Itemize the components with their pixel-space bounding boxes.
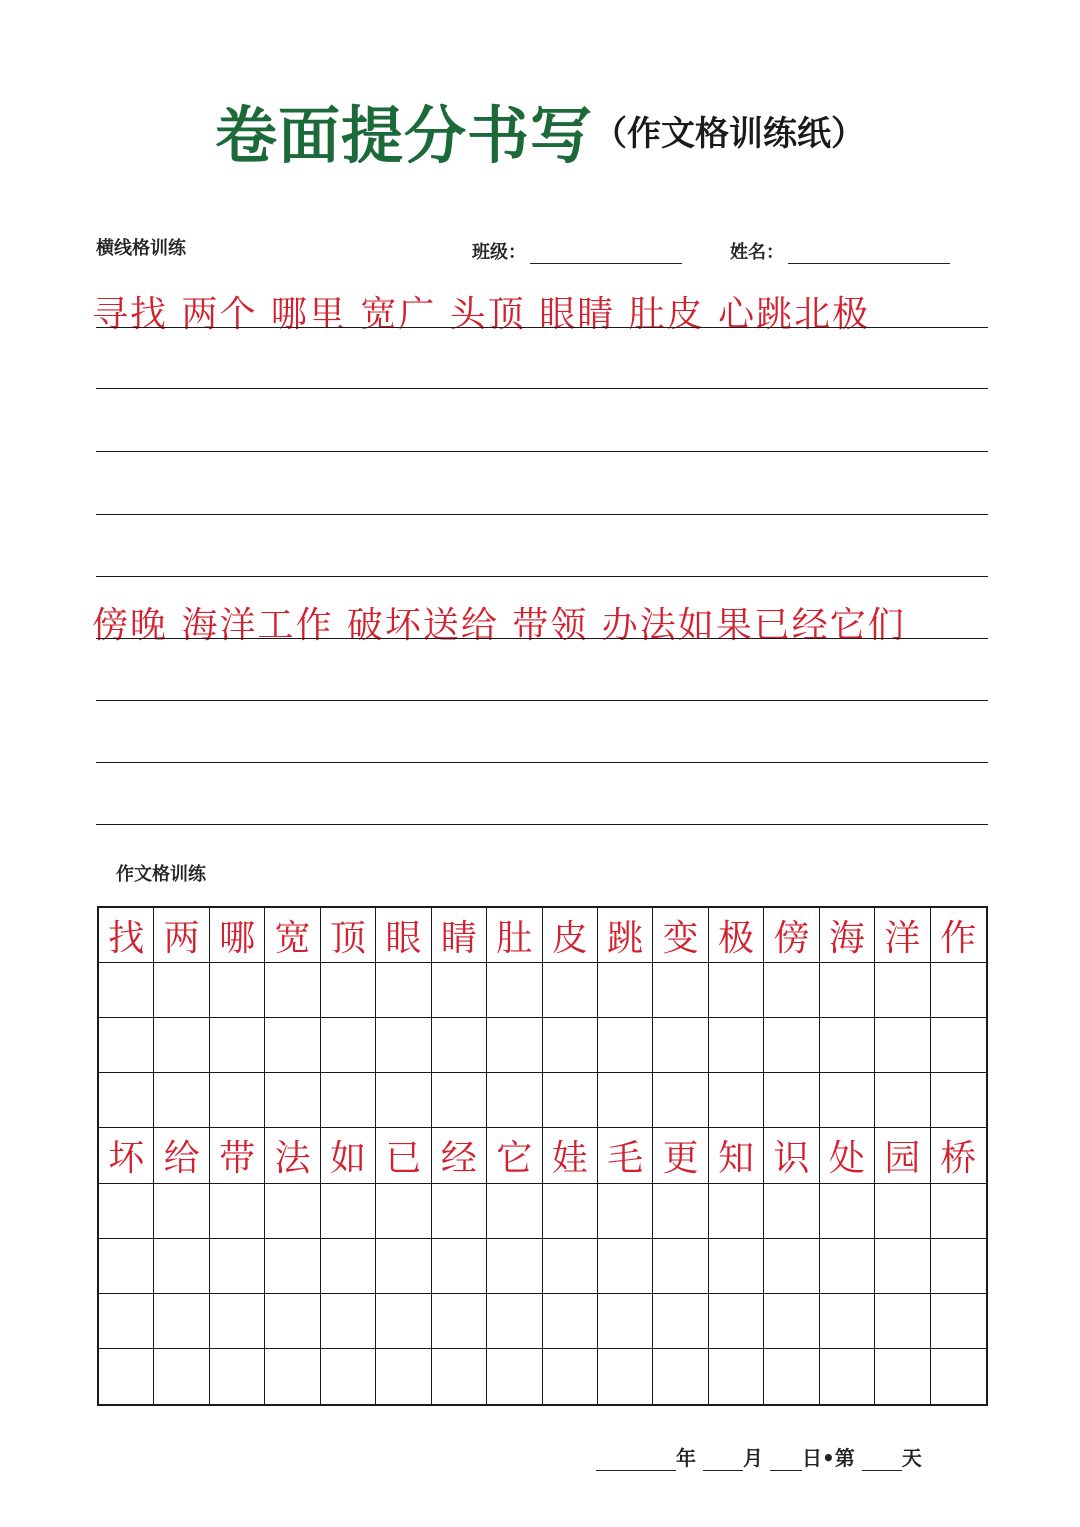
grid-cell[interactable] — [321, 1294, 376, 1349]
grid-cell[interactable] — [931, 1294, 986, 1349]
grid-cell[interactable] — [875, 1239, 930, 1294]
grid-cell[interactable] — [265, 1073, 320, 1128]
grid-cell[interactable] — [321, 1239, 376, 1294]
grid-cell[interactable] — [432, 963, 487, 1018]
class-field[interactable] — [472, 238, 682, 264]
writing-line — [96, 514, 988, 515]
grid-cell[interactable] — [321, 1349, 376, 1404]
grid-cell[interactable] — [820, 1294, 875, 1349]
grid-cell[interactable]: 作 — [931, 908, 986, 963]
grid-cell[interactable]: 肚 — [487, 908, 542, 963]
year-blank[interactable] — [596, 1450, 676, 1471]
day-label: 日 — [801, 1446, 822, 1470]
month-blank[interactable] — [703, 1450, 743, 1471]
grid-cell[interactable] — [487, 1294, 542, 1349]
grid-cell[interactable]: 变 — [653, 908, 708, 963]
grid-cell[interactable]: 知 — [709, 1128, 764, 1183]
grid-cell[interactable] — [598, 1073, 653, 1128]
grid-cell[interactable] — [931, 1239, 986, 1294]
grid-cell[interactable] — [543, 1239, 598, 1294]
grid-cell[interactable] — [99, 1184, 154, 1239]
grid-cell[interactable] — [709, 1294, 764, 1349]
grid-cell[interactable]: 找 — [99, 908, 154, 963]
grid-cell[interactable]: 识 — [764, 1128, 819, 1183]
grid-cell[interactable] — [432, 1018, 487, 1073]
grid-cell[interactable] — [99, 1073, 154, 1128]
grid-cell[interactable] — [598, 1349, 653, 1404]
grid-cell[interactable] — [709, 1018, 764, 1073]
class-blank[interactable] — [530, 243, 682, 264]
grid-cell[interactable]: 跳 — [598, 908, 653, 963]
grid-cell[interactable] — [154, 1239, 209, 1294]
grid-cell[interactable] — [820, 963, 875, 1018]
grid-cell[interactable] — [210, 1184, 265, 1239]
grid-cell[interactable] — [265, 963, 320, 1018]
grid-cell[interactable] — [598, 963, 653, 1018]
grid-cell[interactable] — [265, 1239, 320, 1294]
grid-cell[interactable] — [543, 1073, 598, 1128]
grid-cell[interactable] — [653, 1239, 708, 1294]
grid-cell[interactable] — [709, 1349, 764, 1404]
grid-cell[interactable] — [820, 1018, 875, 1073]
grid-cell[interactable] — [653, 1073, 708, 1128]
grid-cell[interactable]: 娃 — [543, 1128, 598, 1183]
grid-cell[interactable] — [99, 1349, 154, 1404]
grid-cell[interactable] — [487, 1184, 542, 1239]
grid-cell[interactable]: 毛 — [598, 1128, 653, 1183]
grid-cell[interactable]: 已 — [376, 1128, 431, 1183]
handwritten-line-1: 寻找 两个 哪里 宽广 头顶 眼睛 肚皮 心跳北极 — [92, 294, 871, 335]
section-label-lined: 横线格训练 — [96, 238, 186, 259]
grid-cell[interactable]: 宽 — [265, 908, 320, 963]
grid-cell[interactable]: 经 — [432, 1128, 487, 1183]
grid-cell[interactable] — [376, 1294, 431, 1349]
grid-cell[interactable]: 桥 — [931, 1128, 986, 1183]
grid-cell[interactable] — [210, 1073, 265, 1128]
grid-cell[interactable] — [210, 1018, 265, 1073]
grid-cell[interactable] — [99, 1294, 154, 1349]
grid-cell[interactable] — [432, 1294, 487, 1349]
name-field[interactable] — [730, 238, 950, 264]
grid-cell[interactable]: 园 — [875, 1128, 930, 1183]
grid-cell[interactable] — [931, 1018, 986, 1073]
grid-cell[interactable] — [487, 1239, 542, 1294]
grid-cell[interactable] — [764, 1184, 819, 1239]
grid-cell[interactable] — [820, 1184, 875, 1239]
dot-separator: • — [821, 1446, 835, 1470]
grid-cell[interactable] — [875, 1294, 930, 1349]
name-label: 姓名： — [730, 242, 784, 263]
section-label-grid: 作文格训练 — [116, 864, 206, 885]
grid-cell[interactable] — [653, 1349, 708, 1404]
grid-cell[interactable] — [321, 1184, 376, 1239]
writing-line — [96, 388, 988, 389]
date-footer — [596, 1442, 922, 1471]
grid-cell[interactable] — [598, 1018, 653, 1073]
grid-cell[interactable] — [210, 1294, 265, 1349]
grid-cell[interactable] — [376, 1349, 431, 1404]
grid-cell[interactable] — [764, 1294, 819, 1349]
grid-cell[interactable] — [709, 1184, 764, 1239]
grid-cell[interactable] — [99, 1018, 154, 1073]
grid-cell[interactable] — [432, 1184, 487, 1239]
writing-line — [96, 451, 988, 452]
writing-line — [96, 700, 988, 701]
title-main: 卷面提分书写 — [214, 99, 593, 172]
grid-cell[interactable] — [154, 963, 209, 1018]
grid-cell[interactable]: 法 — [265, 1128, 320, 1183]
grid-cell[interactable] — [875, 963, 930, 1018]
writing-line — [96, 824, 988, 825]
class-label: 班级： — [472, 242, 526, 263]
grid-cell[interactable] — [376, 1239, 431, 1294]
grid-cell[interactable] — [487, 1073, 542, 1128]
grid-cell[interactable] — [376, 1184, 431, 1239]
writing-line — [96, 638, 988, 639]
grid-cell[interactable]: 眼 — [376, 908, 431, 963]
day-blank[interactable] — [770, 1450, 802, 1471]
grid-cell[interactable] — [875, 1184, 930, 1239]
grid-cell[interactable] — [376, 1073, 431, 1128]
grid-cell[interactable] — [376, 1018, 431, 1073]
grid-cell[interactable] — [376, 963, 431, 1018]
grid-cell[interactable] — [764, 1239, 819, 1294]
tian-label: 天 — [901, 1446, 922, 1470]
grid-cell[interactable] — [265, 1349, 320, 1404]
grid-cell[interactable] — [154, 1294, 209, 1349]
grid-cell[interactable] — [543, 1294, 598, 1349]
title-subtitle: （作文格训练纸） — [593, 114, 865, 154]
grid-cell[interactable] — [543, 1018, 598, 1073]
grid-cell[interactable] — [931, 963, 986, 1018]
grid-cell[interactable] — [543, 1349, 598, 1404]
grid-cell[interactable] — [487, 1018, 542, 1073]
grid-cell[interactable] — [653, 963, 708, 1018]
grid-cell[interactable] — [598, 1184, 653, 1239]
grid-cell[interactable] — [653, 1184, 708, 1239]
grid-cell[interactable] — [432, 1349, 487, 1404]
grid-cell[interactable]: 顶 — [321, 908, 376, 963]
grid-cell[interactable] — [265, 1018, 320, 1073]
grid-cell[interactable] — [875, 1073, 930, 1128]
grid-cell[interactable] — [598, 1239, 653, 1294]
grid-cell[interactable] — [820, 1239, 875, 1294]
grid-cell[interactable]: 如 — [321, 1128, 376, 1183]
grid-cell[interactable]: 处 — [820, 1128, 875, 1183]
name-blank[interactable] — [788, 243, 950, 264]
year-label: 年 — [676, 1446, 696, 1470]
grid-cell[interactable] — [543, 963, 598, 1018]
handwritten-line-2: 傍晚 海洋工作 破坏送给 带领 办法如果已经它们 — [92, 605, 906, 646]
grid-cell[interactable] — [764, 963, 819, 1018]
grid-cell[interactable] — [432, 1239, 487, 1294]
grid-cell[interactable] — [875, 1349, 930, 1404]
grid-cell[interactable] — [99, 1239, 154, 1294]
grid-cell[interactable] — [265, 1294, 320, 1349]
grid-cell[interactable] — [210, 1239, 265, 1294]
grid-cell[interactable] — [154, 1018, 209, 1073]
grid-cell[interactable] — [321, 1018, 376, 1073]
grid-cell[interactable] — [210, 963, 265, 1018]
grid-cell[interactable] — [321, 963, 376, 1018]
grid-cell[interactable] — [653, 1018, 708, 1073]
grid-cell[interactable] — [210, 1349, 265, 1404]
grid-cell[interactable] — [931, 1184, 986, 1239]
grid-cell[interactable] — [432, 1073, 487, 1128]
composition-grid — [97, 906, 988, 1406]
grid-cell[interactable] — [543, 1184, 598, 1239]
grid-cell[interactable] — [709, 1239, 764, 1294]
grid-cell[interactable]: 更 — [653, 1128, 708, 1183]
grid-cell[interactable]: 极 — [709, 908, 764, 963]
grid-cell[interactable] — [709, 1073, 764, 1128]
grid-cell[interactable] — [99, 963, 154, 1018]
writing-line — [96, 576, 988, 577]
grid-cell[interactable]: 坏 — [99, 1128, 154, 1183]
grid-cell[interactable] — [598, 1294, 653, 1349]
grid-cell[interactable] — [487, 963, 542, 1018]
grid-cell[interactable] — [154, 1349, 209, 1404]
grid-cell[interactable] — [875, 1018, 930, 1073]
grid-cell[interactable]: 两 — [154, 908, 209, 963]
grid-cell[interactable] — [154, 1073, 209, 1128]
grid-cell[interactable] — [265, 1184, 320, 1239]
grid-cell[interactable]: 洋 — [875, 908, 930, 963]
count-blank[interactable] — [862, 1450, 902, 1471]
grid-cell[interactable] — [931, 1073, 986, 1128]
writing-line — [96, 327, 988, 328]
grid-cell[interactable] — [653, 1294, 708, 1349]
grid-cell[interactable] — [764, 1349, 819, 1404]
grid-cell[interactable] — [154, 1184, 209, 1239]
grid-cell[interactable] — [321, 1073, 376, 1128]
grid-cell[interactable]: 睛 — [432, 908, 487, 963]
grid-cell[interactable]: 带 — [210, 1128, 265, 1183]
grid-cell[interactable]: 哪 — [210, 908, 265, 963]
grid-cell[interactable] — [487, 1349, 542, 1404]
month-label: 月 — [742, 1446, 763, 1470]
grid-cell[interactable] — [764, 1018, 819, 1073]
grid-cell[interactable]: 皮 — [543, 908, 598, 963]
grid-cell[interactable]: 海 — [820, 908, 875, 963]
grid-cell[interactable] — [709, 963, 764, 1018]
page-title — [0, 86, 1080, 175]
writing-line — [96, 762, 988, 763]
grid-cell[interactable]: 傍 — [764, 908, 819, 963]
grid-cell[interactable] — [931, 1349, 986, 1404]
grid-cell[interactable]: 给 — [154, 1128, 209, 1183]
grid-cell[interactable] — [820, 1349, 875, 1404]
di-label: 第 — [834, 1446, 855, 1470]
grid-cell[interactable]: 它 — [487, 1128, 542, 1183]
grid-cell[interactable] — [820, 1073, 875, 1128]
grid-cell[interactable] — [764, 1073, 819, 1128]
